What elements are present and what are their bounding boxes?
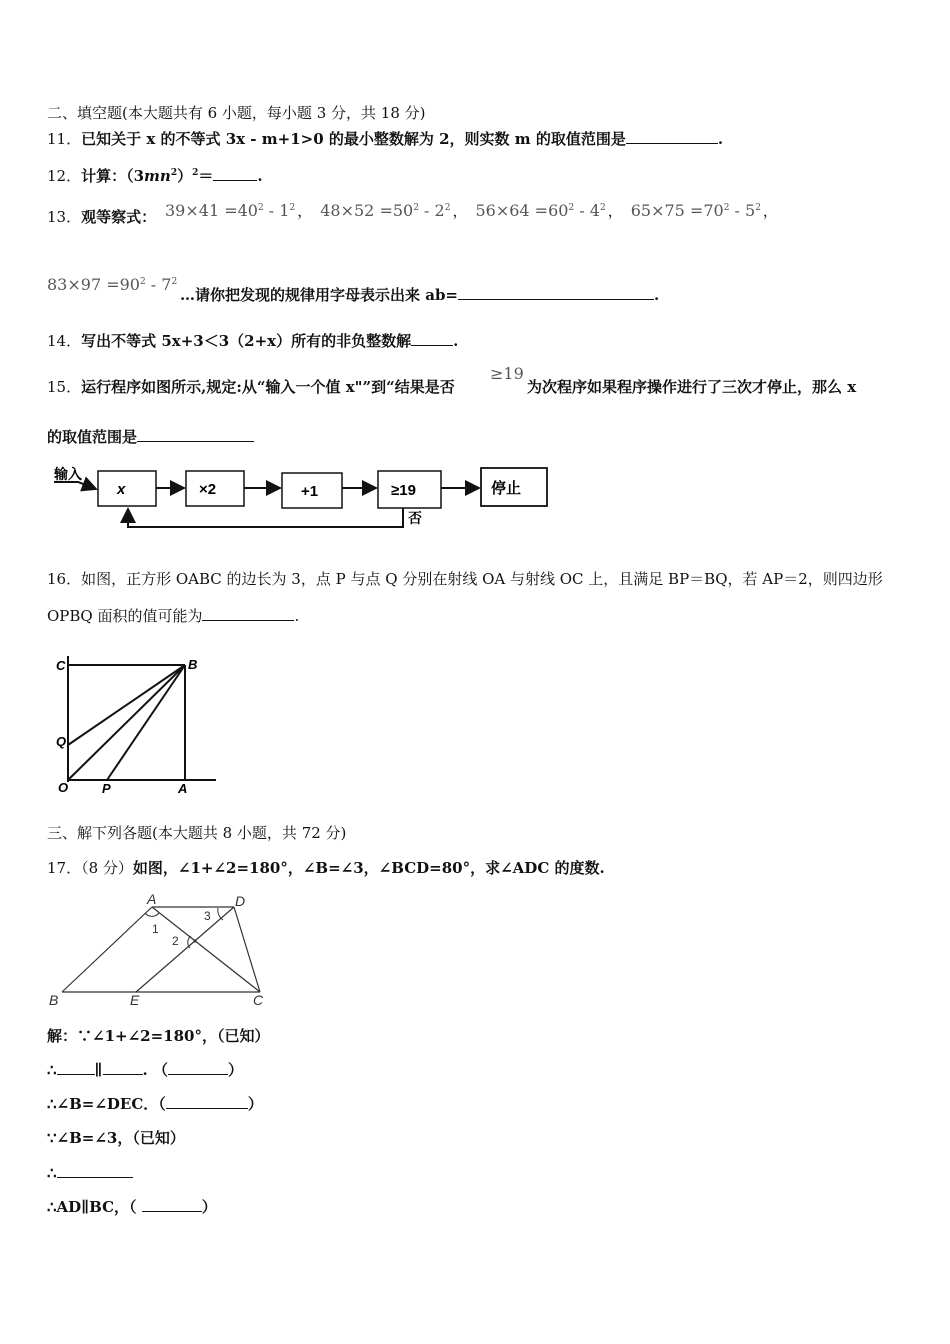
solution-line-6 <box>47 1197 217 1217</box>
section2-heading: 二、填空题(本大题共有 6 小题，每小题 3 分，共 18 分) <box>47 104 426 122</box>
flow-input-label: 输入 <box>54 466 82 482</box>
q13-eq-3: $56\times 64 =60^2 - 4^2$ <box>475 201 606 220</box>
question-13 <box>47 207 156 227</box>
q16-tail: . <box>294 607 300 625</box>
q16-line2-text: OPBQ 面积的值可能为 <box>47 607 203 625</box>
q16-line2 <box>47 606 299 626</box>
q12-tail: . <box>257 167 263 185</box>
solution-line-5 <box>47 1163 133 1183</box>
q16-square-figure <box>52 652 222 797</box>
q15-text-a: 运行程序如图所示,规定:从“输入一个值 x"”到“结果是否 <box>81 378 455 396</box>
flow-box-ge19-label: ≥19 <box>391 482 416 499</box>
q15-line2-text: 的取值范围是 <box>47 428 138 446</box>
sol-l2-therefore: ∴ <box>47 1061 57 1079</box>
q13-eq-1: $39\times 41 =40^2 - 1^2$ <box>165 201 296 220</box>
q13-eq-5: $83\times 97 =90^2 - 7^2$ <box>47 275 178 294</box>
q13-prefix: 观等察式： <box>81 208 157 226</box>
sol-l3-close: ） <box>247 1095 263 1113</box>
sol-l2-close: ） <box>227 1061 243 1079</box>
q16-label-b: B <box>188 657 198 672</box>
q14-number: 14． <box>47 332 82 350</box>
flow-box-stop-label: 停止 <box>491 480 522 497</box>
q17-label-angle-3: 3 <box>204 909 211 923</box>
sol-l2-parallel: ∥ <box>94 1061 103 1079</box>
sol-l6-reason-blank <box>142 1197 202 1212</box>
q17-label-e: E <box>130 992 140 1008</box>
q13-last-line <box>47 272 177 295</box>
question-12 <box>47 163 263 186</box>
flow-box-plus1-label: +1 <box>301 483 319 500</box>
q17-label-a: A <box>147 891 157 907</box>
q12-exponent-2: 2 <box>192 168 199 178</box>
q17-label-angle-1: 1 <box>152 922 159 936</box>
flow-box-times2-label: ×2 <box>199 481 217 498</box>
q13-sep: ， <box>762 202 778 220</box>
q15-answer-blank <box>137 427 254 442</box>
question-14 <box>47 331 458 351</box>
q14-text: 写出不等式 5x+3＜3（2+x）所有的非负整数解 <box>81 332 412 350</box>
q13-sep: ， <box>297 202 313 220</box>
q12-prefix: 计算：（3 <box>81 167 145 185</box>
solution-line-3 <box>47 1094 263 1114</box>
solution-line-2 <box>47 1060 243 1080</box>
q16-label-o: O <box>58 780 69 795</box>
q14-tail: . <box>453 332 459 350</box>
sol-l2-reason-blank <box>168 1060 228 1075</box>
q16-number: 16． <box>47 570 82 588</box>
q15-text-b: 为次程序如果程序操作进行了三次才停止，那么 x <box>527 378 857 396</box>
q12-equals: ＝ <box>198 167 214 185</box>
flowchart <box>48 459 560 537</box>
q12-answer-blank <box>213 166 257 181</box>
q16-text: 如图，正方形 OABC 的边长为 3，点 P 与点 Q 分别在射线 OA 与射线 OC 上，且满足 BP＝BQ，若 AP＝2，则四边形 <box>81 570 883 588</box>
q16-label-q: Q <box>56 734 67 749</box>
q16-label-a: A <box>178 781 188 796</box>
q13-tail: . <box>654 286 660 304</box>
flow-no-label: 否 <box>408 510 422 526</box>
sol-l3-reason-blank <box>166 1094 248 1109</box>
q17-trapezoid-figure <box>46 890 276 1010</box>
sol-l5-therefore: ∴ <box>47 1164 57 1182</box>
solution-line-1: 解：∵∠1+∠2=180°，（已知） <box>47 1027 270 1045</box>
sol-l5-blank <box>57 1163 133 1178</box>
q12-close: ） <box>177 167 193 185</box>
q13-sep: ， <box>607 202 623 220</box>
q12-exponent: 2 <box>170 168 178 178</box>
q12-variable: mn <box>144 167 171 185</box>
q12-number: 12． <box>47 167 82 185</box>
q15-number: 15． <box>47 378 82 396</box>
sol-l6-close: ） <box>201 1198 217 1216</box>
solution-line-4: ∵∠B=∠3，（已知） <box>47 1129 185 1147</box>
q17-score: （8 分） <box>81 859 133 877</box>
sol-l3-text: ∴∠B=∠DEC．（ <box>47 1095 166 1113</box>
sol-l6-text: ∴AD∥BC，（ <box>47 1198 142 1216</box>
q16-label-p: P <box>102 781 111 796</box>
sol-l2-blank-1 <box>57 1060 95 1075</box>
q17-label-d: D <box>235 893 246 909</box>
question-16 <box>47 569 883 589</box>
q13-equation-list <box>165 198 778 221</box>
q13-number: 13． <box>47 208 82 226</box>
q13-follow <box>180 285 659 305</box>
q11-answer-blank <box>626 129 718 144</box>
q11-tail: . <box>717 130 724 148</box>
sol-l2-open: . （ <box>142 1061 168 1079</box>
question-17 <box>47 858 605 878</box>
q13-follow-text: …请你把发现的规律用字母表示出来 ab= <box>180 286 458 304</box>
flow-box-x <box>98 471 156 506</box>
q13-eq-2: $48\times 52 =50^2 - 2^2$ <box>320 201 451 220</box>
question-15 <box>47 377 455 397</box>
q17-label-angle-2: 2 <box>172 934 179 948</box>
q17-label-c: C <box>253 992 264 1008</box>
q13-sep: ， <box>452 202 468 220</box>
q16-answer-blank <box>202 606 294 621</box>
q17-number: 17． <box>47 859 82 877</box>
q15-ge19: ≥19 <box>490 364 524 383</box>
q16-label-c: C <box>56 658 66 673</box>
q14-answer-blank <box>411 331 453 346</box>
question-11 <box>47 129 723 149</box>
sol-l2-blank-2 <box>103 1060 143 1075</box>
q17-label-b: B <box>49 992 59 1008</box>
q11-text: 已知关于 x 的不等式 3x - m+1>0 的最小整数解为 2，则实数 m 的取值范围是 <box>81 130 626 148</box>
q13-answer-blank <box>458 285 654 300</box>
section3-heading: 三、解下列各题(本大题共 8 小题，共 72 分) <box>47 824 347 842</box>
q15-line2 <box>47 427 254 447</box>
q13-eq-4: $65\times 75 =70^2 - 5^2$ <box>630 201 761 220</box>
q11-number: 11． <box>47 130 82 148</box>
q17-text: 如图，∠1+∠2=180°，∠B=∠3，∠BCD=80°，求∠ADC 的度数. <box>132 859 605 877</box>
flow-box-x-label: x <box>117 481 126 498</box>
